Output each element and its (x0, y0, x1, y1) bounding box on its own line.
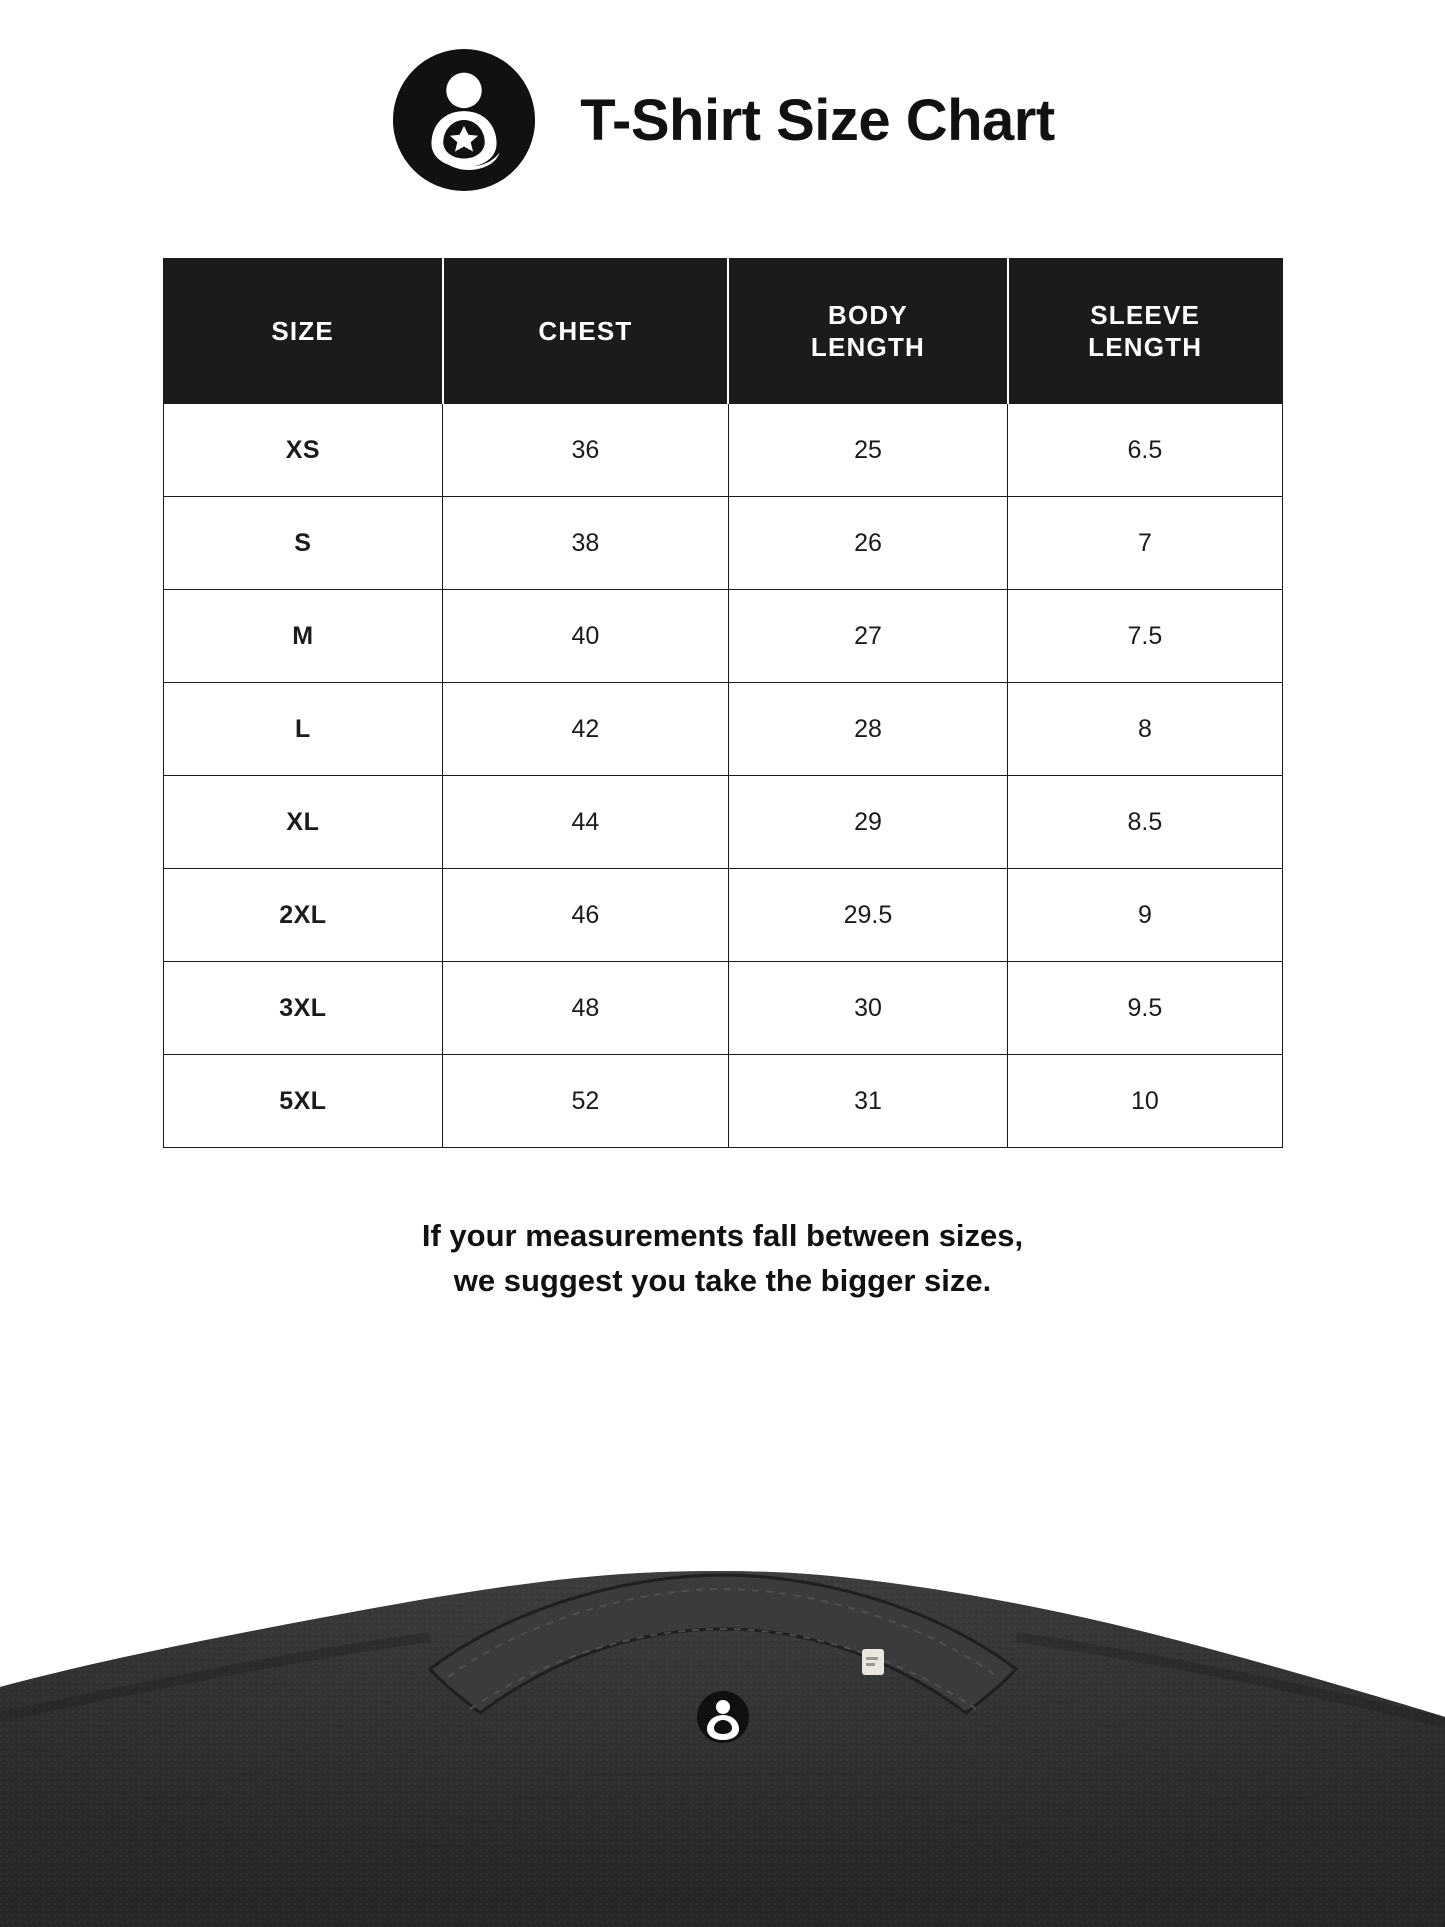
cell-body-length: 25 (728, 404, 1008, 497)
cell-size: 5XL (163, 1055, 443, 1148)
cell-size: XS (163, 404, 443, 497)
cell-body-length: 29 (728, 776, 1008, 869)
cell-sleeve-length: 9.5 (1008, 962, 1282, 1055)
cell-size: 2XL (163, 869, 443, 962)
size-chart-table (163, 258, 1283, 1148)
cell-body-length: 26 (728, 497, 1008, 590)
cell-size: S (163, 497, 443, 590)
cell-body-length: 29.5 (728, 869, 1008, 962)
cell-size: L (163, 683, 443, 776)
cell-chest: 44 (443, 776, 728, 869)
cell-size: M (163, 590, 443, 683)
cell-body-length: 27 (728, 590, 1008, 683)
table-row (163, 776, 1282, 869)
cell-sleeve-length: 8.5 (1008, 776, 1282, 869)
page-header (390, 40, 1054, 200)
cell-chest: 38 (443, 497, 728, 590)
cell-chest: 40 (443, 590, 728, 683)
brand-figure-icon (697, 1691, 749, 1743)
table-row (163, 683, 1282, 776)
table-row (163, 869, 1282, 962)
cell-size: XL (163, 776, 443, 869)
cell-chest: 48 (443, 962, 728, 1055)
cell-sleeve-length: 10 (1008, 1055, 1282, 1148)
page-title: T-Shirt Size Chart (580, 87, 1055, 153)
table-row (163, 404, 1282, 497)
brand-figure-icon (390, 46, 538, 194)
cell-sleeve-length: 9 (1008, 869, 1282, 962)
cell-chest: 36 (443, 404, 728, 497)
cell-chest: 52 (443, 1055, 728, 1148)
cell-chest: 46 (443, 869, 728, 962)
cell-body-length: 31 (728, 1055, 1008, 1148)
cell-sleeve-length: 8 (1008, 683, 1282, 776)
size-chart-table-wrapper (163, 258, 1283, 1148)
table-body (163, 404, 1282, 1148)
cell-sleeve-length: 7 (1008, 497, 1282, 590)
table-header (163, 259, 1282, 404)
column-header-body-length (728, 259, 1008, 404)
column-header-sleeve-length-line2: LENGTH (1088, 332, 1203, 362)
sizing-note-line2: we suggest you take the bigger size. (453, 1262, 992, 1298)
cell-body-length: 28 (728, 683, 1008, 776)
column-header-sleeve-length (1008, 259, 1282, 404)
table-row (163, 962, 1282, 1055)
column-header-body-length-line1: BODY (828, 299, 908, 330)
column-header-chest: CHEST (443, 259, 728, 404)
cell-size: 3XL (163, 962, 443, 1055)
sizing-note-line1: If your measurements fall between sizes, (421, 1218, 1024, 1253)
cell-sleeve-length: 7.5 (1008, 590, 1282, 683)
table-row (163, 497, 1282, 590)
tshirt-collar-photo (0, 1537, 1445, 1927)
table-row (163, 1055, 1282, 1148)
cell-sleeve-length: 6.5 (1008, 404, 1282, 497)
column-header-size: SIZE (163, 259, 443, 404)
cell-body-length: 30 (728, 962, 1008, 1055)
table-row (163, 590, 1282, 683)
column-header-sleeve-length-line1: SLEEVE (1090, 299, 1201, 330)
column-header-body-length-line2: LENGTH (810, 332, 926, 362)
sizing-note (163, 1214, 1283, 1304)
cell-chest: 42 (443, 683, 728, 776)
table-header-row (163, 259, 1282, 404)
